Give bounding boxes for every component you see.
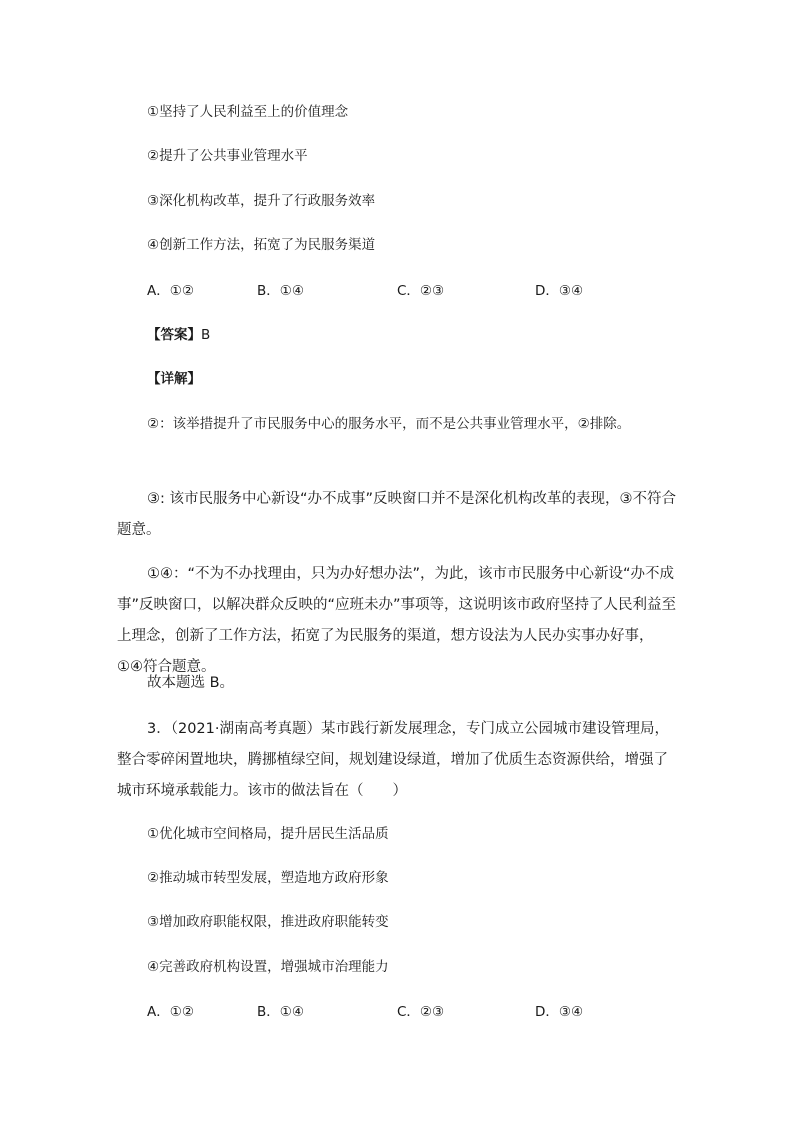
detail-label: 【详解】 [147, 371, 201, 387]
q3-option-a: A．①② [147, 1004, 194, 1020]
detail-paragraph-2: ③: 该市民服务中心新设“办不成事”反映窗口并不是深化机构改革的表现，③不符合题意。 [117, 491, 677, 538]
q2-statement-2: ②提升了公共事业管理水平 [147, 148, 308, 164]
q3-option-b: B．①④ [257, 1004, 304, 1020]
q2-statement-4: ④创新工作方法，拓宽了为民服务渠道 [147, 237, 376, 253]
q3-options [147, 1002, 667, 1022]
q3-statement-4: ④完善政府机构设置，增强城市治理能力 [147, 959, 389, 975]
detail-paragraph-1: ②：该举措提升了市民服务中心的服务水平，而不是公共事业管理水平，②排除。 [147, 416, 631, 432]
q3-option-c: C．②③ [397, 1004, 445, 1020]
answer-line [147, 325, 210, 345]
q3-option-d: D．③④ [535, 1004, 584, 1020]
q3-statement-2: ②推动城市转型发展，塑造地方政府形象 [147, 870, 389, 886]
q2-option-a: A．①② [147, 283, 194, 299]
q2-options [147, 281, 667, 301]
detail-paragraph-3: ①④：“不为不办找理由，只为办好想办法”，为此，该市市民服务中心新设“办不成事”反映窗口，以解决群众反映的“应班未办”事项等，这说明该市政府坚持了人民利益至上理念，创新了工作方法，拓宽了为民服务的渠道，想方设法为人民办实事办好事，①④符合题意。 [117, 566, 677, 675]
answer-value: B [201, 327, 211, 343]
q2-option-b: B．①④ [257, 283, 304, 299]
conclusion: 故本题选 B。 [147, 675, 235, 691]
q2-option-c: C．②③ [397, 283, 445, 299]
q3-statement-1: ①优化城市空间格局，提升居民生活品质 [147, 826, 389, 842]
answer-label: 【答案】 [147, 327, 201, 343]
q2-statement-1: ①坚持了人民利益至上的价值理念 [147, 104, 349, 120]
q3-stem: 3．（2021·湖南高考真题）某市践行新发展理念，专门成立公园城市建设管理局，整合零碎闲置地块，腾挪植绿空间，规划建设绿道，增加了优质生态资源供给，增强了城市环境承载能力。该市的做法旨在（ ） [117, 721, 669, 799]
q2-statement-3: ③深化机构改革，提升了行政服务效率 [147, 193, 376, 209]
q2-option-d: D．③④ [535, 283, 584, 299]
q3-statement-3: ③增加政府职能权限，推进政府职能转变 [147, 914, 389, 930]
